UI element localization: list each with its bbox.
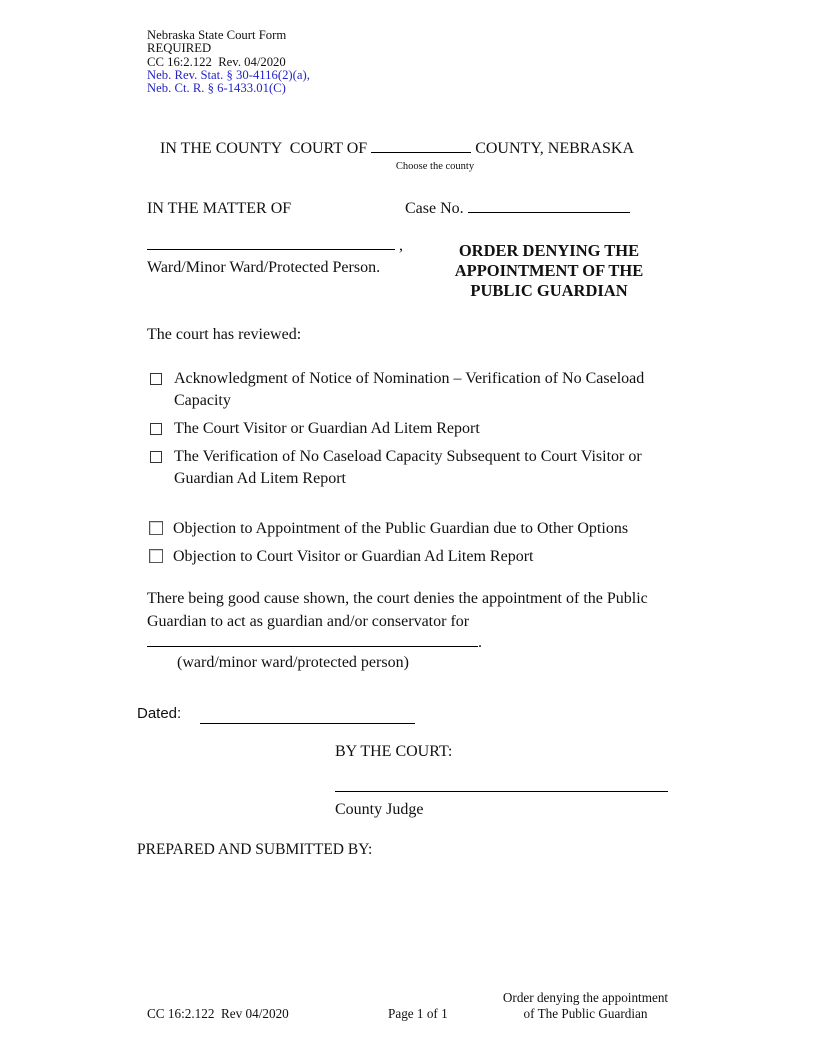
- ward-blank-period: .: [478, 634, 482, 651]
- court-title-line: [160, 138, 634, 158]
- court-title-suffix: COUNTY, NEBRASKA: [471, 140, 635, 157]
- prepared-by-label: PREPARED AND SUBMITTED BY:: [137, 841, 373, 858]
- checklist-item-1: [147, 368, 671, 411]
- court-title-prefix: IN THE COUNTY COURT OF: [160, 140, 372, 157]
- order-paragraph: There being good cause shown, the court denies the appointment of the Public Guardian to act as guardian and/or conservator for: [147, 590, 648, 630]
- party-name-line: [147, 235, 403, 255]
- checkbox-acknowledgment[interactable]: [150, 373, 162, 385]
- checklist-item-5: [149, 546, 673, 568]
- choose-county-hint: Choose the county: [395, 161, 475, 172]
- party-blank-comma: ,: [395, 237, 403, 254]
- case-no-field[interactable]: [468, 198, 630, 213]
- order-title-line-2: APPOINTMENT OF THE: [454, 261, 644, 280]
- case-no-label: Case No.: [405, 200, 468, 217]
- footer-doc-title-line-2: of The Public Guardian: [523, 1006, 648, 1021]
- judge-signature-line[interactable]: [335, 791, 668, 792]
- checkbox-court-visitor-report[interactable]: [150, 423, 162, 435]
- checklist-label-5: Objection to Court Visitor or Guardian Ad Litem Report: [173, 548, 534, 565]
- order-title-line-3: PUBLIC GUARDIAN: [470, 281, 628, 300]
- county-blank-field[interactable]: [371, 138, 471, 153]
- ward-name-field[interactable]: [147, 632, 478, 647]
- form-source-line: Nebraska State Court Form: [147, 28, 287, 42]
- ward-blank-caption: (ward/minor ward/protected person): [177, 654, 409, 671]
- checklist-item-3: [147, 446, 671, 489]
- judge-title-label: County Judge: [335, 801, 424, 818]
- checklist-label-3: The Verification of No Caseload Capacity Subsequent to Court Visitor or Guardian Ad Litem Report: [174, 448, 642, 487]
- case-no-line: [405, 198, 630, 218]
- form-header-block: [147, 29, 310, 95]
- dated-field[interactable]: [200, 723, 415, 724]
- by-the-court-label: BY THE COURT:: [335, 743, 453, 760]
- checklist-label-2: The Court Visitor or Guardian Ad Litem Report: [174, 420, 480, 437]
- checkbox-objection-report[interactable]: [149, 549, 163, 563]
- footer-page-number: Page 1 of 1: [388, 1006, 448, 1021]
- checkbox-verification-subsequent[interactable]: [150, 451, 162, 463]
- order-title: [420, 241, 678, 301]
- checklist-label-1: Acknowledgment of Notice of Nomination – Verification of No Caseload Capacity: [174, 370, 645, 409]
- statute-link-2[interactable]: Neb. Ct. R. § 6-1433.01(C): [147, 81, 286, 96]
- party-role-label: Ward/Minor Ward/Protected Person.: [147, 259, 381, 276]
- statute-link-1[interactable]: Neb. Rev. Stat. § 30-4116(2)(a),: [147, 67, 310, 82]
- checklist-label-4: Objection to Appointment of the Public Guardian due to Other Options: [173, 520, 629, 537]
- ward-name-blank-line: [147, 632, 482, 652]
- dated-label: Dated:: [137, 705, 182, 722]
- footer-doc-title-line-1: Order denying the appointment: [502, 990, 669, 1005]
- footer-doc-title: [498, 990, 673, 1022]
- checklist-item-2: [147, 418, 671, 440]
- form-required-line: REQUIRED: [147, 41, 212, 56]
- checkbox-objection-appointment[interactable]: [149, 521, 163, 535]
- party-name-field[interactable]: [147, 235, 395, 250]
- checklist-item-4: [149, 518, 673, 540]
- order-title-line-1: ORDER DENYING THE: [458, 241, 640, 260]
- footer-form-number: CC 16:2.122 Rev 04/2020: [147, 1006, 289, 1021]
- reviewed-intro: The court has reviewed:: [147, 326, 302, 343]
- in-the-matter-of-label: IN THE MATTER OF: [147, 200, 292, 217]
- form-number-line: CC 16:2.122 Rev. 04/2020: [147, 54, 286, 69]
